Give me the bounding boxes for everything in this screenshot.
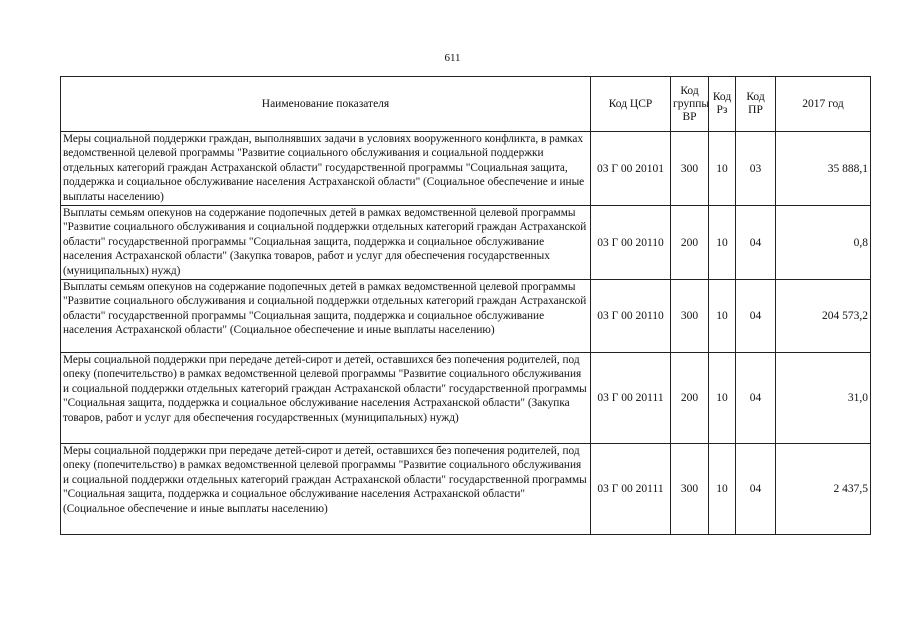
table-header-row [61,77,871,132]
row-amount: 35 888,1 [776,132,871,206]
table-row [61,353,871,444]
row-rz: 10 [709,444,736,535]
row-vr: 300 [671,132,709,206]
row-name: Меры социальной поддержки граждан, выполнявших задачи в условиях вооруженного конфликта, в рамках ведомственной целевой программы "Развитие социального обслуживания и социальной поддержки отдельных категорий граждан Астраханской области" государственной программы "Социальная защита, поддержка и социальное обслуживание населения Астраханской области" (Социальное обеспечение и иные выплаты населению) [61,132,591,206]
row-csr: 03 Г 00 20111 [591,353,671,444]
row-name: Выплаты семьям опекунов на содержание подопечных детей в рамках ведомственной целевой программы "Развитие социального обслуживания и социальной поддержки отдельных категорий граждан Астраханской области" государственной программы "Социальная защита, поддержка и социальное обслуживание населения Астраханской области" (Закупка товаров, работ и услуг для обеспечения государственных (муниципальных) нужд) [61,206,591,280]
row-amount: 2 437,5 [776,444,871,535]
row-name: Выплаты семьям опекунов на содержание подопечных детей в рамках ведомственной целевой программы "Развитие социального обслуживания и социальной поддержки отдельных категорий граждан Астраханской области" государственной программы "Социальная защита, поддержка и социальное обслуживание населения Астраханской области" (Социальное обеспечение и иные выплаты населению) [61,280,591,353]
row-csr: 03 Г 00 20110 [591,206,671,280]
row-vr: 300 [671,444,709,535]
table-row [61,206,871,280]
row-pr: 04 [736,353,776,444]
table-row [61,444,871,535]
header-year: 2017 год [776,77,871,132]
row-amount: 204 573,2 [776,280,871,353]
row-vr: 200 [671,353,709,444]
row-vr: 200 [671,206,709,280]
header-rz: Код Рз [709,77,736,132]
row-name: Меры социальной поддержки при передаче детей-сирот и детей, оставшихся без попечения родителей, под опеку (попечительство) в рамках ведомственной целевой программы "Развитие социального обслуживания и социальной поддержки отдельных категорий граждан Астраханской области" государственной программы "Социальная защита, поддержка и социальное обслуживание населения Астраханской области" (Социальное обеспечение и иные выплаты населению) [61,444,591,535]
table-row [61,132,871,206]
row-csr: 03 Г 00 20101 [591,132,671,206]
page-number: 611 [444,52,461,64]
row-name: Меры социальной поддержки при передаче детей-сирот и детей, оставшихся без попечения родителей, под опеку (попечительство) в рамках ведомственной целевой программы "Развитие социального обслуживания и социальной поддержки отдельных категорий граждан Астраханской области" государственной программы "Социальная защита, поддержка и социальное обслуживание населения Астраханской области" (Закупка товаров, работ и услуг для обеспечения государственных (муниципальных) нужд) [61,353,591,444]
row-pr: 04 [736,280,776,353]
budget-table [60,76,871,535]
row-rz: 10 [709,353,736,444]
row-rz: 10 [709,132,736,206]
header-csr: Код ЦСР [591,77,671,132]
row-vr: 300 [671,280,709,353]
row-rz: 10 [709,206,736,280]
row-csr: 03 Г 00 20111 [591,444,671,535]
table-row [61,280,871,353]
row-csr: 03 Г 00 20110 [591,280,671,353]
row-amount: 0,8 [776,206,871,280]
header-pr: Код ПР [736,77,776,132]
row-pr: 03 [736,132,776,206]
row-rz: 10 [709,280,736,353]
row-pr: 04 [736,206,776,280]
row-amount: 31,0 [776,353,871,444]
header-name: Наименование показателя [61,77,591,132]
row-pr: 04 [736,444,776,535]
header-vr: Код группы ВР [671,77,709,132]
